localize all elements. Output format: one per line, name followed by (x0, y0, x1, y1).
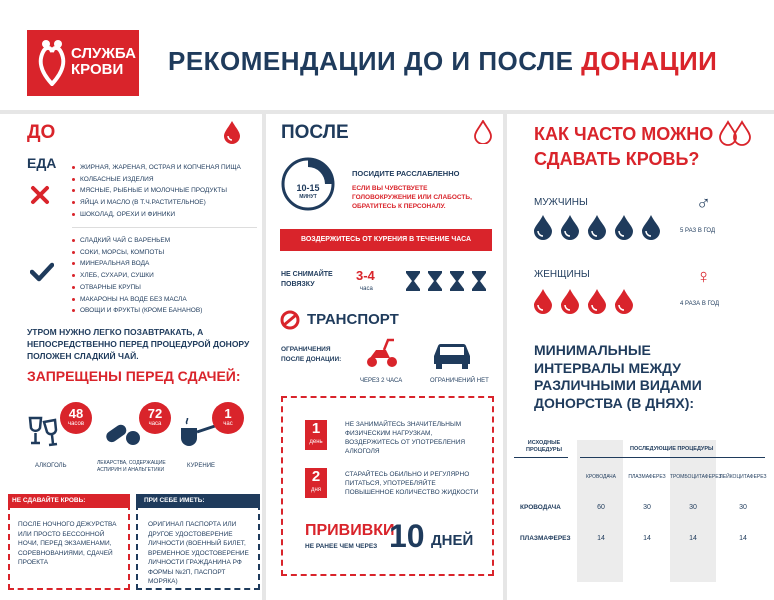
table-header-cell: ТРОМБОЦИТАФЕРЕЗ (670, 474, 722, 480)
day1-badge: 1 день (305, 420, 327, 450)
logo-heart-icon (37, 38, 67, 86)
logo-text-line2: КРОВИ (71, 61, 124, 78)
bring-title: ПРИ СЕБЕ ИМЕТЬ: (136, 494, 260, 508)
list-item: МЯСНЫЕ, РЫБНЫЕ И МОЛОЧНЫЕ ПРОДУКТЫ (72, 185, 257, 197)
vaccine-sub: НЕ РАНЕЕ ЧЕМ ЧЕРЕЗ (305, 543, 378, 550)
rest-title: ПОСИДИТЕ РАССЛАБЛЕННО (352, 169, 460, 178)
frequency-heading (534, 122, 713, 172)
transport-label: ОГРАНИЧЕНИЯ ПОСЛЕ ДОНАЦИИ: (281, 346, 342, 363)
smoking-bar: ВОЗДЕРЖИТЕСЬ ОТ КУРЕНИЯ В ТЕЧЕНИЕ ЧАСА (280, 229, 492, 251)
blood-drop-icon (641, 214, 661, 240)
day1-text: НЕ ЗАНИМАЙТЕСЬ ЗНАЧИТЕЛЬНЫМ ФИЗИЧЕСКИМ НАГРУЗКАМ, ВОЗДЕРЖИТЕСЬ ОТ УПОТРЕБЛЕНИЯ АЛКОГОЛЯ (345, 421, 466, 455)
wine-glasses-icon (27, 414, 61, 448)
blood-drop-icon (614, 288, 634, 314)
table-cell: 14 (739, 535, 747, 542)
table-cell: 30 (643, 504, 651, 511)
list-item: ШОКОЛАД, ОРЕХИ И ФИНИКИ (72, 209, 257, 221)
forbidden-foods-list (72, 162, 257, 221)
logo-text-line1: СЛУЖБА (71, 45, 136, 62)
smoking-label: КУРЕНИЕ (187, 463, 216, 469)
divider (514, 457, 568, 458)
blood-drop-icon (560, 288, 580, 314)
bandage-hours: 3-4 (356, 268, 375, 283)
forbidden-heading: ЗАПРЕЩЕНЫ ПЕРЕД СДАЧЕЙ: (27, 368, 241, 384)
no-entry-icon (280, 310, 300, 330)
dont-donate-text: ПОСЛЕ НОЧНОГО ДЕЖУРСТВА ИЛИ ПРОСТО БЕССОННОЙ НОЧИ, ПЕРЕД ЭКЗАМЕНАМИ, СОРЕВНОВАНИЯМИ, СДАЧЕЙ ПРОЕКТА (18, 521, 117, 566)
blood-drop-icon (560, 214, 580, 240)
table-cell: 14 (643, 535, 651, 542)
male-icon: ♂ (696, 193, 711, 215)
divider (72, 227, 257, 228)
bandage-label: НЕ СНИМАЙТЕ ПОВЯЗКУ (281, 271, 333, 288)
blood-drop-icon (533, 288, 553, 314)
bring-text: ОРИГИНАЛ ПАСПОРТА ИЛИ ДРУГОЕ УДОСТОВЕРЕНИЕ ЛИЧНОСТИ (ВОЕННЫЙ БИЛЕТ, ВРЕМЕННОЕ УДОСТОВЕРЕНИЕ ЛИЧНОСТИ ГРАЖДАНИНА РФ ФОРМЫ №2П, ПАСПОРТ МОРЯКА) (148, 521, 249, 585)
table-cell: 30 (689, 504, 697, 511)
table-corner-label: ИСХОДНЫЕ ПРОЦЕДУРЫ (526, 440, 562, 453)
bandage-unit: часа (360, 286, 373, 292)
scooter-label: ЧЕРЕЗ 2 ЧАСА (360, 378, 403, 384)
men-frequency: 5 РАЗ В ГОД (680, 228, 716, 234)
timer-value: 10-15 (296, 183, 320, 193)
blood-drop-icon (587, 288, 607, 314)
frequency-heading-line1: КАК ЧАСТО МОЖНО (534, 124, 714, 144)
pills-icon (103, 418, 143, 448)
men-drops (533, 214, 668, 245)
rest-note: ЕСЛИ ВЫ ЧУВСТВУЕТЕ ГОЛОВОКРУЖЕНИЕ ИЛИ СЛАБОСТЬ, ОБРАТИТЕСЬ К ПЕРСОНАЛУ. (352, 185, 472, 210)
medicine-label: ЛЕКАРСТВА, СОДЕРЖАЩИЕ АСПИРИН И АНАЛЬГЕТИКИ (97, 460, 166, 473)
day2-text: СТАРАЙТЕСЬ ОБИЛЬНО И РЕГУЛЯРНО ПИТАТЬСЯ, УПОТРЕБЛЯЙТЕ ПОВЫШЕННОЕ КОЛИЧЕСТВО ЖИДКОСТИ (345, 471, 479, 496)
table-column-bg (670, 440, 722, 582)
table-row-label: КРОВОДАЧА (520, 504, 561, 511)
frequency-heading-line2: СДАВАТЬ КРОВЬ? (534, 149, 700, 169)
blood-drop-icon (533, 214, 553, 240)
women-drops (533, 288, 641, 319)
list-item: ЯЙЦА И МАСЛО (В Т.Ч.РАСТИТЕЛЬНОЕ) (72, 197, 257, 209)
list-item: ОВОЩИ И ФРУКТЫ (КРОМЕ БАНАНОВ) (72, 305, 257, 317)
column-divider-2 (503, 114, 507, 600)
cross-icon (30, 185, 50, 205)
table-group-label: ПОСЛЕДУЮЩИЕ ПРОЦЕДУРЫ (630, 446, 714, 452)
table-header-cell: КРОВОДАЧА (586, 474, 616, 480)
list-item: МИНЕРАЛЬНАЯ ВОДА (72, 258, 257, 270)
table-cell: 60 (597, 504, 605, 511)
before-heading: ДО (27, 122, 56, 143)
day2-badge: 2 дня (305, 468, 327, 498)
women-label: ЖЕНЩИНЫ (534, 269, 590, 280)
blood-drop-outline-icon (473, 120, 493, 144)
transport-heading: ТРАНСПОРТ (307, 311, 399, 328)
list-item: МАКАРОНЫ НА ВОДЕ БЕЗ МАСЛА (72, 294, 257, 306)
men-label: МУЖЧИНЫ (534, 197, 588, 208)
double-drop-icon (716, 120, 756, 146)
women-frequency: 4 РАЗА В ГОД (680, 301, 720, 307)
vaccine-days: 10 (389, 518, 425, 554)
breakfast-note: УТРОМ НУЖНО ЛЕГКО ПОЗАВТРАКАТЬ, А НЕПОСРЕДСТВЕННО ПЕРЕД ПРОЦЕДУРОЙ ДОНОРУ ПОЛОЖЕН СЛАДКИЙ ЧАЙ. (27, 327, 250, 361)
list-item: КОЛБАСНЫЕ ИЗДЕЛИЯ (72, 174, 257, 186)
food-heading: ЕДА (27, 155, 57, 171)
table-cell: 14 (689, 535, 697, 542)
smoking-hours-badge: 1 час (212, 402, 244, 434)
list-item: ХЛЕБ, СУХАРИ, СУШКИ (72, 270, 257, 282)
table-header-cell: ЛЕЙКОЦИТАФЕРЕЗ (719, 474, 767, 480)
after-heading: ПОСЛЕ (281, 122, 349, 143)
table-column-bg (577, 440, 623, 582)
table-cell: 14 (597, 535, 605, 542)
medicine-hours-badge: 72 часа (139, 402, 171, 434)
dont-donate-box (8, 494, 130, 590)
header-divider (0, 110, 774, 114)
list-item: СЛАДКИЙ ЧАЙ С ВАРЕНЬЕМ (72, 235, 257, 247)
allowed-foods-list (72, 235, 257, 317)
hourglass-icon (404, 270, 488, 292)
column-divider-1 (262, 114, 266, 600)
car-label: ОГРАНИЧЕНИЙ НЕТ (430, 378, 489, 384)
vaccine-unit: ДНЕЙ (431, 532, 474, 549)
checkmark-icon (30, 262, 54, 282)
alcohol-label: АЛКОГОЛЬ (35, 463, 67, 469)
scooter-icon (364, 334, 400, 370)
intervals-heading: МИНИМАЛЬНЫЕ ИНТЕРВАЛЫ МЕЖДУ РАЗЛИЧНЫМИ ВИДАМИ ДОНОРСТВА (В ДНЯХ): (534, 342, 702, 411)
dont-donate-title: НЕ СДАВАЙТЕ КРОВЬ: (8, 494, 130, 508)
alcohol-hours-badge: 48 часов (60, 402, 92, 434)
blood-drop-icon (222, 120, 242, 144)
divider (580, 457, 765, 458)
title-part2: ДОНАЦИИ (581, 46, 718, 76)
page-title (168, 46, 717, 77)
bring-box (136, 494, 260, 590)
forbidden-items (27, 400, 257, 480)
hourglasses (404, 270, 488, 297)
car-icon (430, 338, 474, 370)
table-header-cell: ПЛАЗМАФЕРЕЗ (628, 474, 666, 480)
title-part1: РЕКОМЕНДАЦИИ ДО И ПОСЛЕ (168, 46, 582, 76)
blood-drop-icon (587, 214, 607, 240)
logo (27, 30, 139, 96)
blood-drop-icon (614, 214, 634, 240)
after-days-box (281, 396, 494, 576)
list-item: ОТВАРНЫЕ КРУПЫ (72, 282, 257, 294)
vaccine-title: ПРИВИВКИ (305, 522, 395, 539)
female-icon: ♀ (696, 266, 711, 288)
table-row-label: ПЛАЗМАФЕРЕЗ (520, 535, 571, 542)
table-cell: 30 (739, 504, 747, 511)
list-item: СОКИ, МОРСЫ, КОМПОТЫ (72, 247, 257, 259)
timer-unit: МИНУТ (299, 194, 317, 200)
list-item: ЖИРНАЯ, ЖАРЕНАЯ, ОСТРАЯ И КОПЧЕНАЯ ПИЩА (72, 162, 257, 174)
